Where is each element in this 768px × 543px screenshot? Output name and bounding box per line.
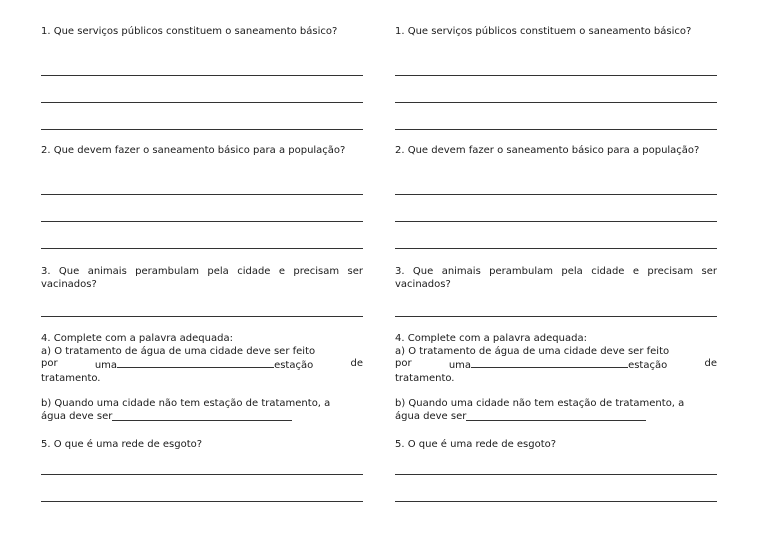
question-1 xyxy=(41,26,363,39)
question-2 xyxy=(395,145,717,158)
question-5 xyxy=(41,439,363,452)
fill-in-blank[interactable] xyxy=(112,411,292,421)
question-2 xyxy=(41,145,363,158)
answer-line[interactable] xyxy=(41,129,363,130)
question-3-text: 3. Que animais perambulam pela cidade e precisam ser vacinados? xyxy=(395,266,717,290)
answer-line[interactable] xyxy=(395,248,717,249)
answer-line[interactable] xyxy=(395,221,717,222)
answer-line[interactable] xyxy=(41,194,363,195)
answer-line[interactable] xyxy=(41,474,363,475)
question-2-text: 2. Que devem fazer o saneamento básico para a população? xyxy=(41,145,346,156)
answer-line[interactable] xyxy=(41,102,363,103)
fill-in-blank[interactable] xyxy=(117,358,274,368)
question-1-text: 1. Que serviços públicos constituem o saneamento básico? xyxy=(41,26,338,37)
question-5-text: 5. O que é uma rede de esgoto? xyxy=(395,439,557,450)
question-4b: b) Quando uma cidade não tem estação de tratamento, a água deve ser xyxy=(41,398,331,422)
question-2-text: 2. Que devem fazer o saneamento básico para a população? xyxy=(395,145,700,156)
fill-in-blank[interactable] xyxy=(471,358,628,368)
question-1 xyxy=(395,26,717,39)
question-4 xyxy=(41,333,363,385)
question-4a-line1: a) O tratamento de água de uma cidade deve ser feito xyxy=(395,345,670,357)
answer-line[interactable] xyxy=(395,501,717,502)
question-4-title: 4. Complete com a palavra adequada: xyxy=(395,333,587,344)
answer-line[interactable] xyxy=(395,474,717,475)
answer-line[interactable] xyxy=(41,221,363,222)
fill-in-blank[interactable] xyxy=(466,411,646,421)
question-3 xyxy=(395,266,717,291)
answer-line[interactable] xyxy=(395,129,717,130)
answer-line[interactable] xyxy=(395,102,717,103)
worksheet-column-right xyxy=(395,0,717,543)
question-5-text: 5. O que é uma rede de esgoto? xyxy=(41,439,203,450)
question-4 xyxy=(395,333,717,385)
question-4a-line2: por uma estação de xyxy=(41,358,363,371)
question-3-text: 3. Que animais perambulam pela cidade e precisam ser vacinados? xyxy=(41,266,363,290)
answer-line[interactable] xyxy=(41,75,363,76)
question-5 xyxy=(395,439,717,452)
answer-line[interactable] xyxy=(395,194,717,195)
question-1-text: 1. Que serviços públicos constituem o saneamento básico? xyxy=(395,26,692,37)
question-4b: b) Quando uma cidade não tem estação de tratamento, a água deve ser xyxy=(395,398,685,422)
question-4-title: 4. Complete com a palavra adequada: xyxy=(41,333,233,344)
answer-line[interactable] xyxy=(41,316,363,317)
question-3 xyxy=(41,266,363,291)
answer-line[interactable] xyxy=(41,248,363,249)
question-4a-line3: tratamento. xyxy=(395,372,455,384)
answer-line[interactable] xyxy=(395,75,717,76)
question-4a-line2: por uma estação de xyxy=(395,358,717,371)
answer-line[interactable] xyxy=(41,501,363,502)
question-4a-line1: a) O tratamento de água de uma cidade deve ser feito xyxy=(41,345,316,357)
question-4a-line3: tratamento. xyxy=(41,372,101,384)
worksheet-column-left xyxy=(41,0,363,543)
answer-line[interactable] xyxy=(395,316,717,317)
